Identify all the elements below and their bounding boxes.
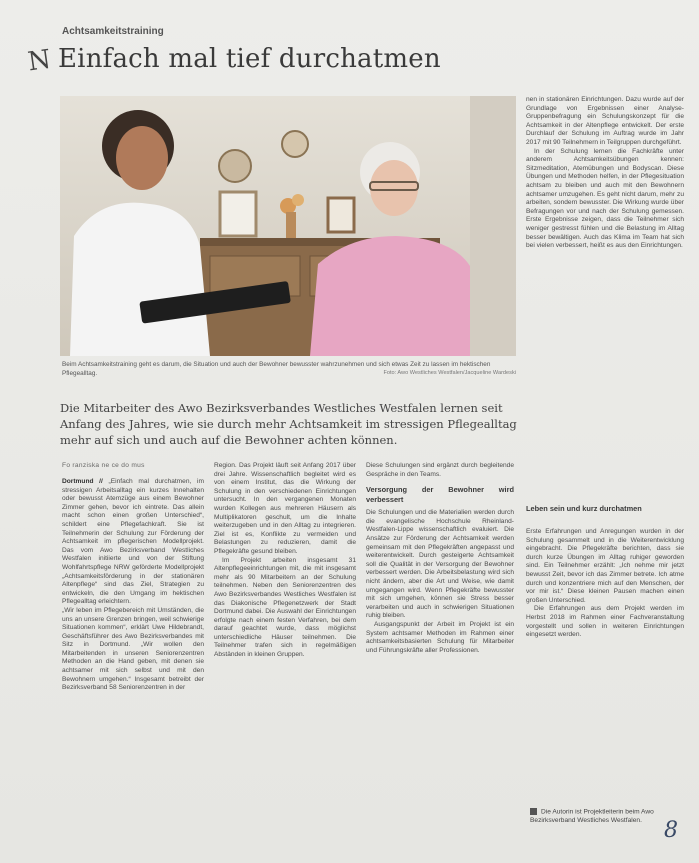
paragraph: nen in stationären Einrichtungen. Dazu wurde auf der Grundlage von Ergebnissen einer Analyse-Gruppenbefragung ein Schulungskonzept für die Achtsamkeit in der Altenpflege entwickelt. Der erste Durchlauf der Schulung im Auftrag wurde im Jahr 2017 mit 90 Teilnehmern in Teilgruppen durchgeführt.: [526, 96, 684, 146]
photo-credit: Foto: Awo Westliches Westfalen/Jacqueline Wardeski: [383, 370, 516, 376]
article-title: Einfach mal tief durchatmen: [58, 44, 441, 74]
author-bio: [530, 808, 670, 825]
paragraph-text: „Einfach mal durchatmen, im stressigen Arbeitsalltag ein kurzes Innehalten oder bewusst Atemzüge aus einem Bewohner Zimmer gehen, bevor ich eintrete. Das allein macht schon einen großen Unterschied“, schildert eine Pflegefachkraft. Sie ist Teilnehmerin der Schulung zur Förderung der Achtsamkeit im pflegerischen Modellprojekt. Das vom Awo Bezirksverband Westliches Westfalen initiierte und von der Stiftung Wohlfahrtspflege NRW geförderte Modellprojekt „Achtsamkeitsförderung in der stationären Altenpflege“ sind das Ziel, Strategien zu entwickeln, die den Umgang im hektischen Pflegealltag erleichtern.: [62, 478, 204, 606]
paragraph: Region. Das Projekt läuft seit Anfang 2017 über drei Jahre. Wissenschaftlich begleitet wird es von einem Institut, das die Wirkung der Schulung in den verschiedenen Einrichtungen untersucht. In den vergangenen Monaten wurden Kollegen aus mehreren Häusern als Multiplikatoren geschult, um die Inhalte weiterzugeben und in den Alltag zu integrieren. Ziel ist es, Konflikte zu vermeiden und Belastungen zu reduzieren, damit die Pflegekräfte gesund bleiben.: [214, 462, 356, 555]
subheading: Versorgung der Bewohner wird verbessert: [366, 485, 514, 505]
section-rubric: Achtsamkeitstraining: [62, 26, 164, 37]
paragraph: Im Projekt arbeiten insgesamt 31 Altenpflegeeinrichtungen mit, die mit insgesamt mehr als 90 Mitarbeitern an der Schulung teilnehmen. Neben den Seniorenzentren des Awo Bezirksverbandes Westliches Westfalen ist das Diakonische Pflegenetzwerk der Stadt Dortmund dabei. Die Auswahl der Einrichtungen erfolgte nach einem festen Verfahren, bei dem darauf geachtet wurde, dass möglichst unterschiedliche Häuser teilnehmen. Die Teilnehmer trafen sich in regelmäßigen Abständen in kleinen Gruppen.: [214, 556, 356, 659]
paragraph: „Wir leben im Pflegebereich mit Umständen, die uns an unsere Grenzen bringen, weil schwierige Situationen kommen“, erklärt Uwe Hildebrandt, Geschäftsführer des Awo Bezirksverbandes mit Sitz in Dortmund. „Wir wollen den Mitarbeitenden in unseren Seniorenzentren Methoden an die Hand geben, mit denen sie achtsamer mit sich selbst und mit den Bewohnern umgehen.“ Insgesamt betreibt der Bezirksverband 58 Seniorenzentren in der: [62, 606, 204, 692]
paragraph: Erste Erfahrungen und Anregungen wurden in der Schulung gesammelt und in die Weiterentwicklung eingebracht. Die Pflegekräfte berichten, dass sie durch kurze Übungen im Alltag ruhiger geworden sind. Ein Teilnehmer erzählt: „Ich nehme mir jetzt bewusst Zeit, bevor ich das Zimmer betrete. Ich atme durch und konzentriere mich auf den Menschen, der vor mir ist.“ Diese kleinen Pausen machen einen großen Unterschied.: [526, 528, 684, 604]
paragraph: In der Schulung lernen die Fachkräfte unter anderem Achtsamkeitsübungen kennen: Sitzmeditation, Atemübungen und Bodyscan. Diese Übungen und Methoden helfen, in der Pflegesituation achtsam zu bleiben und auch mit den Bewohnern achtsamer umzugehen. Es geht nicht darum, mehr zu arbeiten, sondern bewusster. Die Wirkung wurde über Befragungen vor und nach der Schulung gemessen. Erste Ergebnisse zeigen, dass die Teilnehmer sich weniger gestresst fühlen und die Belastung im Alltag besser bewältigen. Auch das Klima im Team hat sich bei vielen verbessert, heißt es aus den Einrichtungen.: [526, 147, 684, 250]
article-lead: Die Mitarbeiter des Awo Bezirksverbandes Westliches Westfalen lernen seit Anfang des Jahres, wie sie durch mehr Achtsamkeit im stressigen Pflegealltag mehr auf sich und auch auf die Bewohner achten können.: [60, 401, 517, 447]
text-column-5: [526, 528, 684, 778]
sidebar-subheading: Leben sein und kurz durchatmen: [526, 504, 642, 513]
photo-illustration: [60, 96, 516, 356]
text-column-3: [366, 462, 514, 856]
paragraph: Ausgangspunkt der Arbeit im Projekt ist ein System achtsamer Methoden im Rahmen einer achtsamkeitsbasierten Schulung für Mitarbeiter und Führungskräfte aller Professionen.: [366, 620, 514, 654]
paragraph: [62, 478, 204, 607]
article-photo: [60, 96, 516, 356]
square-bullet-icon: [530, 808, 537, 815]
dateline: Dortmund //: [62, 478, 103, 485]
page-number: 8: [664, 818, 678, 843]
paragraph: Die Schulungen und die Materialien werden durch die evangelische Hochschule Rheinland-Westfalen-Lippe wissenschaftlich evaluiert. Die Ansätze zur Förderung der Achtsamkeit werden gemeinsam mit den Pflegekräften angepasst und weiterentwickelt. Durch gesteigerte Achtsamkeit soll die Qualität in der Versorgung der Bewohner verbessert werden. Die Arbeitsbelastung wird sich nicht ändern, aber die Art und Weise, wie damit umgegangen wird. Wenn Pflegekräfte bewusster mit sich umgehen, können sie Stress besser verarbeiten und auch in schwierigen Situationen ruhig bleiben.: [366, 509, 514, 620]
section-mark: N: [26, 44, 53, 78]
paragraph: Die Erfahrungen aus dem Projekt werden im Herbst 2018 im Rahmen einer Fachveranstaltung vorgestellt und sollen in weiteren Einrichtungen eingesetzt werden.: [526, 605, 684, 639]
text-column-2: [214, 462, 356, 856]
text-column-1: [62, 478, 204, 856]
author-bio-text: Die Autorin ist Projektleiterin beim Awo Bezirksverband Westliches Westfalen.: [530, 808, 654, 824]
byline: Fo ranziska ne ce do mus: [62, 462, 145, 469]
text-column-4: [526, 96, 684, 502]
paragraph: Diese Schulungen sind ergänzt durch begleitende Gespräche in den Teams.: [366, 462, 514, 478]
photo-caption: Beim Achtsamkeitstraining geht es darum, die Situation und auch der Bewohner bewusster wahrzunehmen und sich etwas Zeit zu lassen im hektischen Pflegealltag.: [62, 361, 491, 377]
